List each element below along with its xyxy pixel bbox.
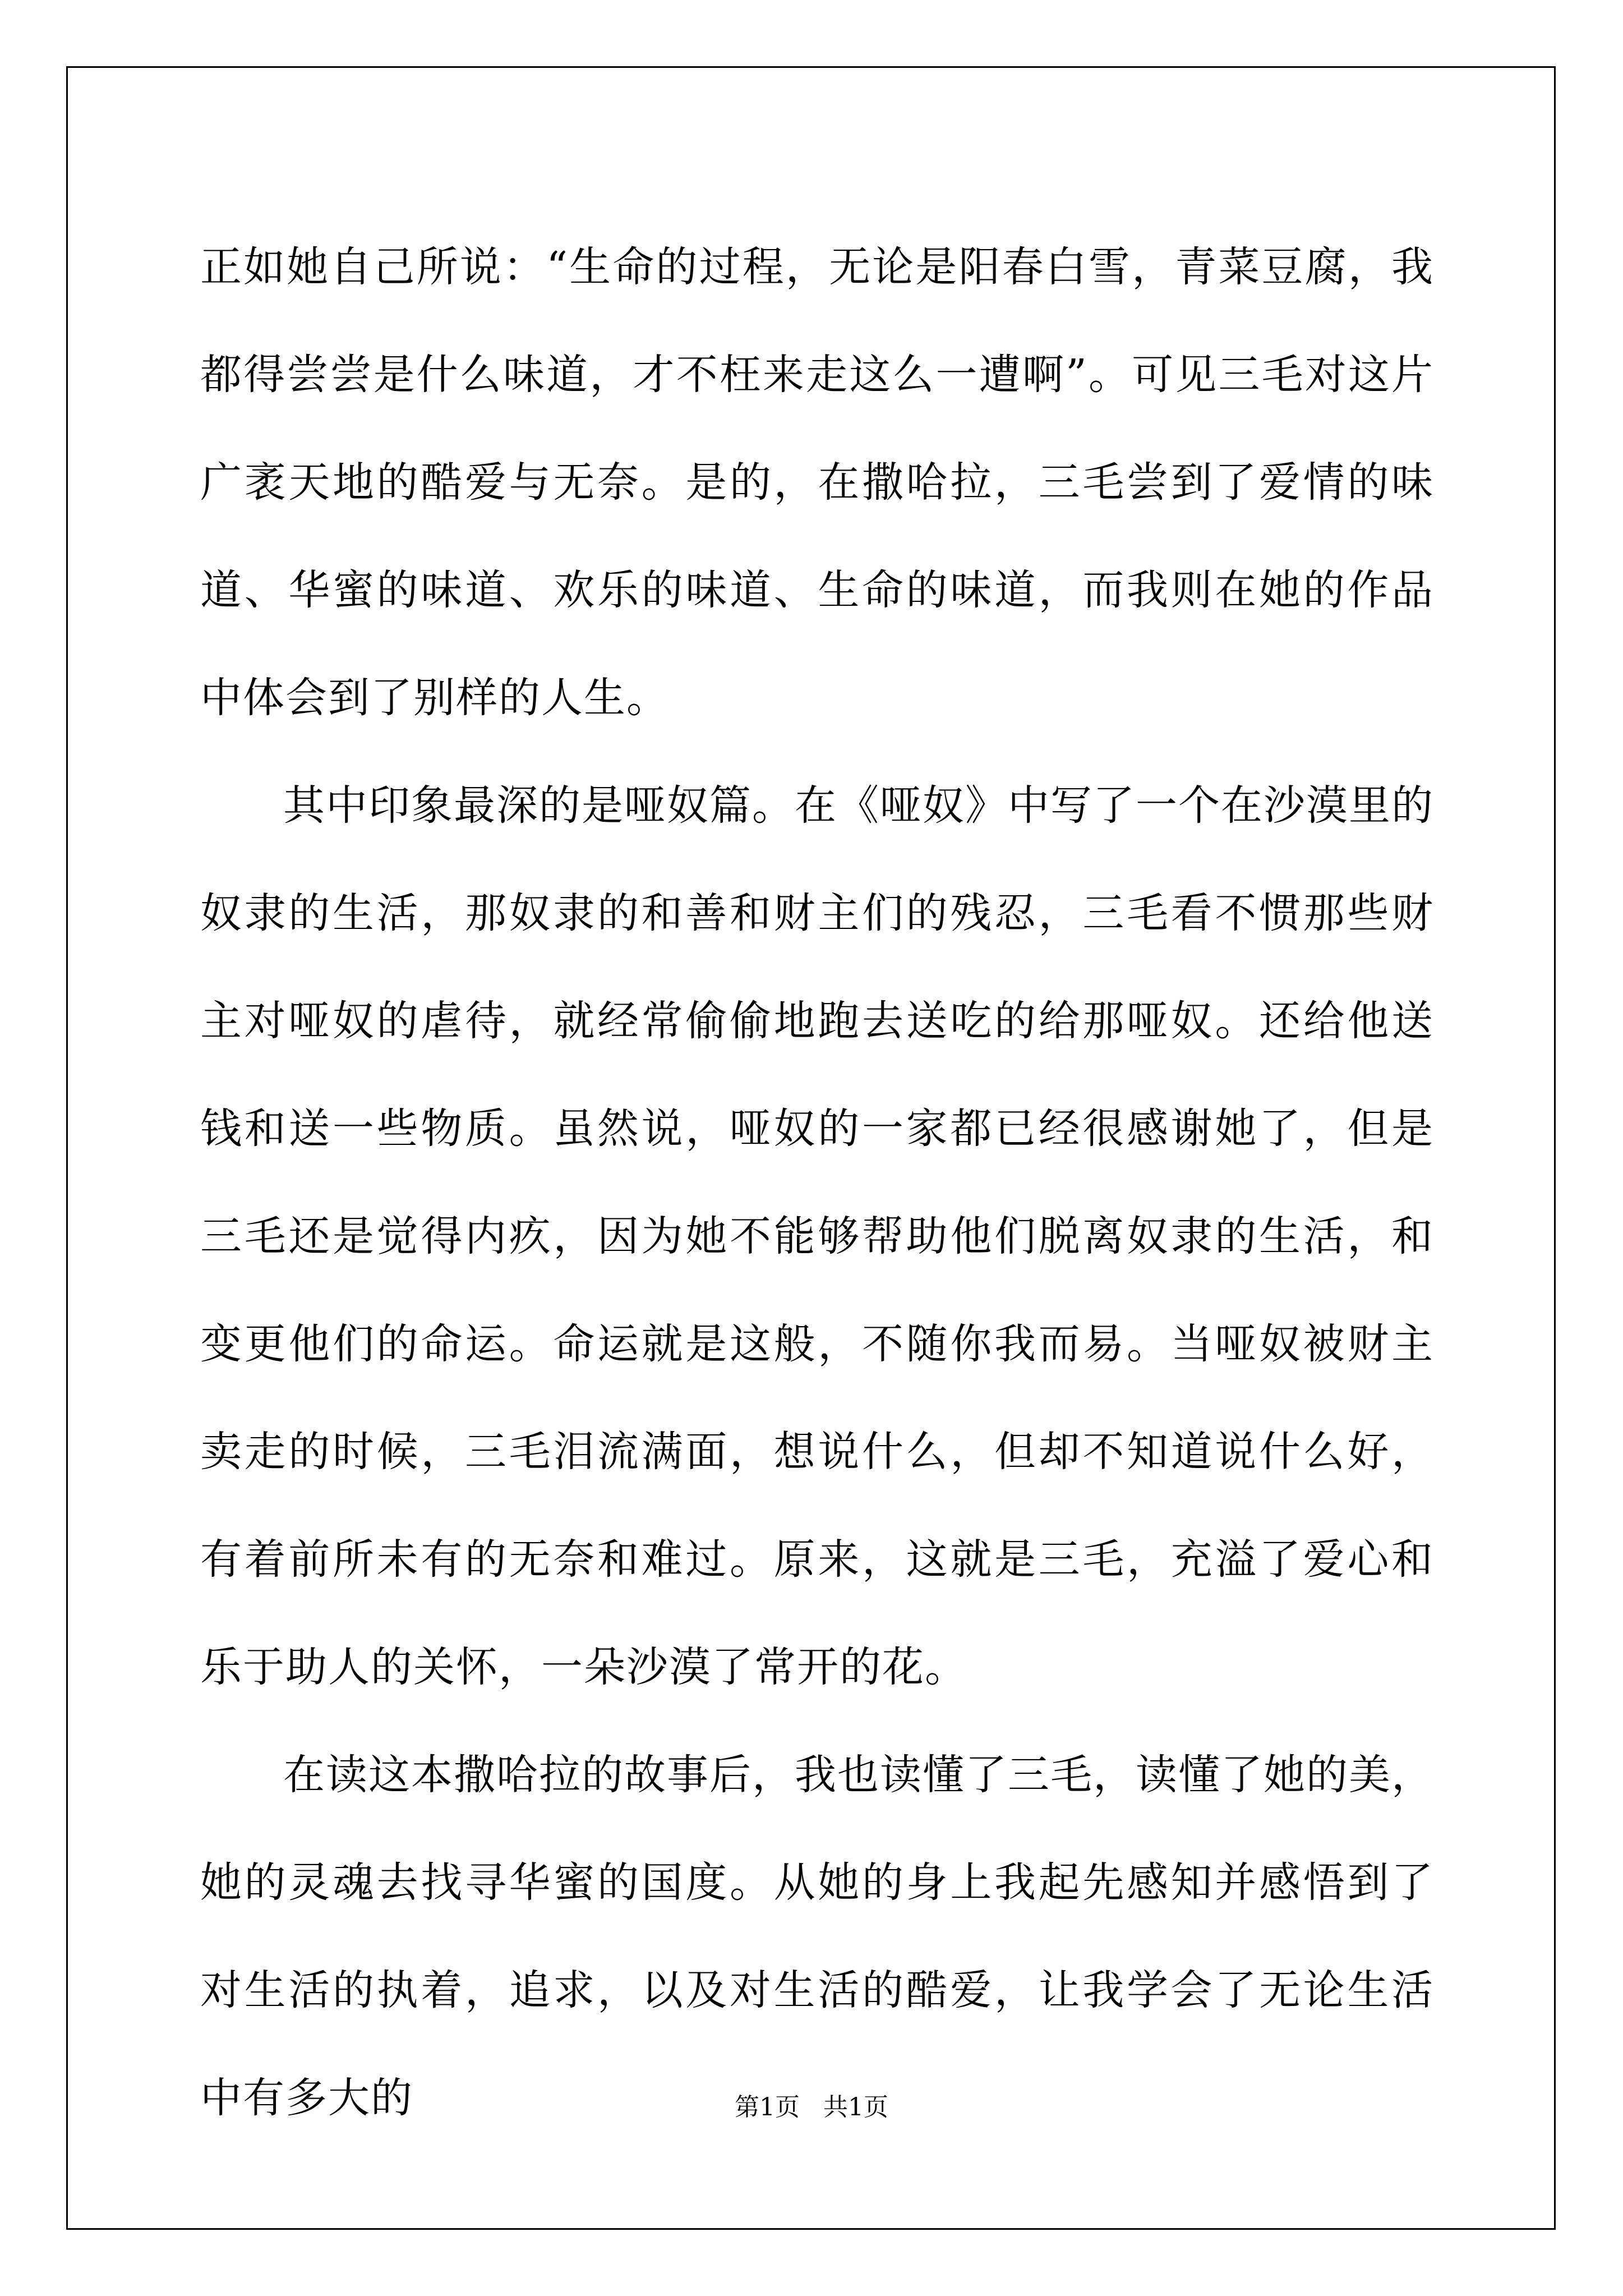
paragraph-1: 正如她自己所说：“生命的过程，无论是阳春白雪，青菜豆腐，我都得尝尝是什么味道，才不枉来走这么一遭啊”。可见三毛对这片广袤天地的酷爱与无奈。是的，在撒哈拉，三毛尝到了爱情的味道、华蜜的味道、欢乐的味道、生命的味道，而我则在她的作品中体会到了别样的人生。 xyxy=(200,243,1434,722)
document-body xyxy=(200,213,1434,2152)
paragraph-3: 在读这本撒哈拉的故事后，我也读懂了三毛，读懂了她的美，她的灵魂去找寻华蜜的国度。从她的身上我起先感知并感悟到了对生活的执着，追求，以及对生活的酷爱，让我学会了无论生活中有多大的 xyxy=(200,1751,1434,2122)
page-number-footer: 第1页 共1页 xyxy=(735,2093,888,2122)
paragraph-2: 其中印象最深的是哑奴篇。在《哑奴》中写了一个在沙漠里的奴隶的生活，那奴隶的和善和财主们的残忍，三毛看不惯那些财主对哑奴的虐待，就经常偷偷地跑去送吃的给那哑奴。还给他送钱和送一些物质。虽然说，哑奴的一家都已经很感谢她了，但是三毛还是觉得内疚，因为她不能够帮助他们脱离奴隶的生活，和变更他们的命运。命运就是这般，不随你我而易。当哑奴被财主卖走的时候，三毛泪流满面，想说什么，但却不知道说什么好，有着前所未有的无奈和难过。原来，这就是三毛，充溢了爱心和乐于助人的关怀，一朵沙漠了常开的花。 xyxy=(200,781,1434,1691)
